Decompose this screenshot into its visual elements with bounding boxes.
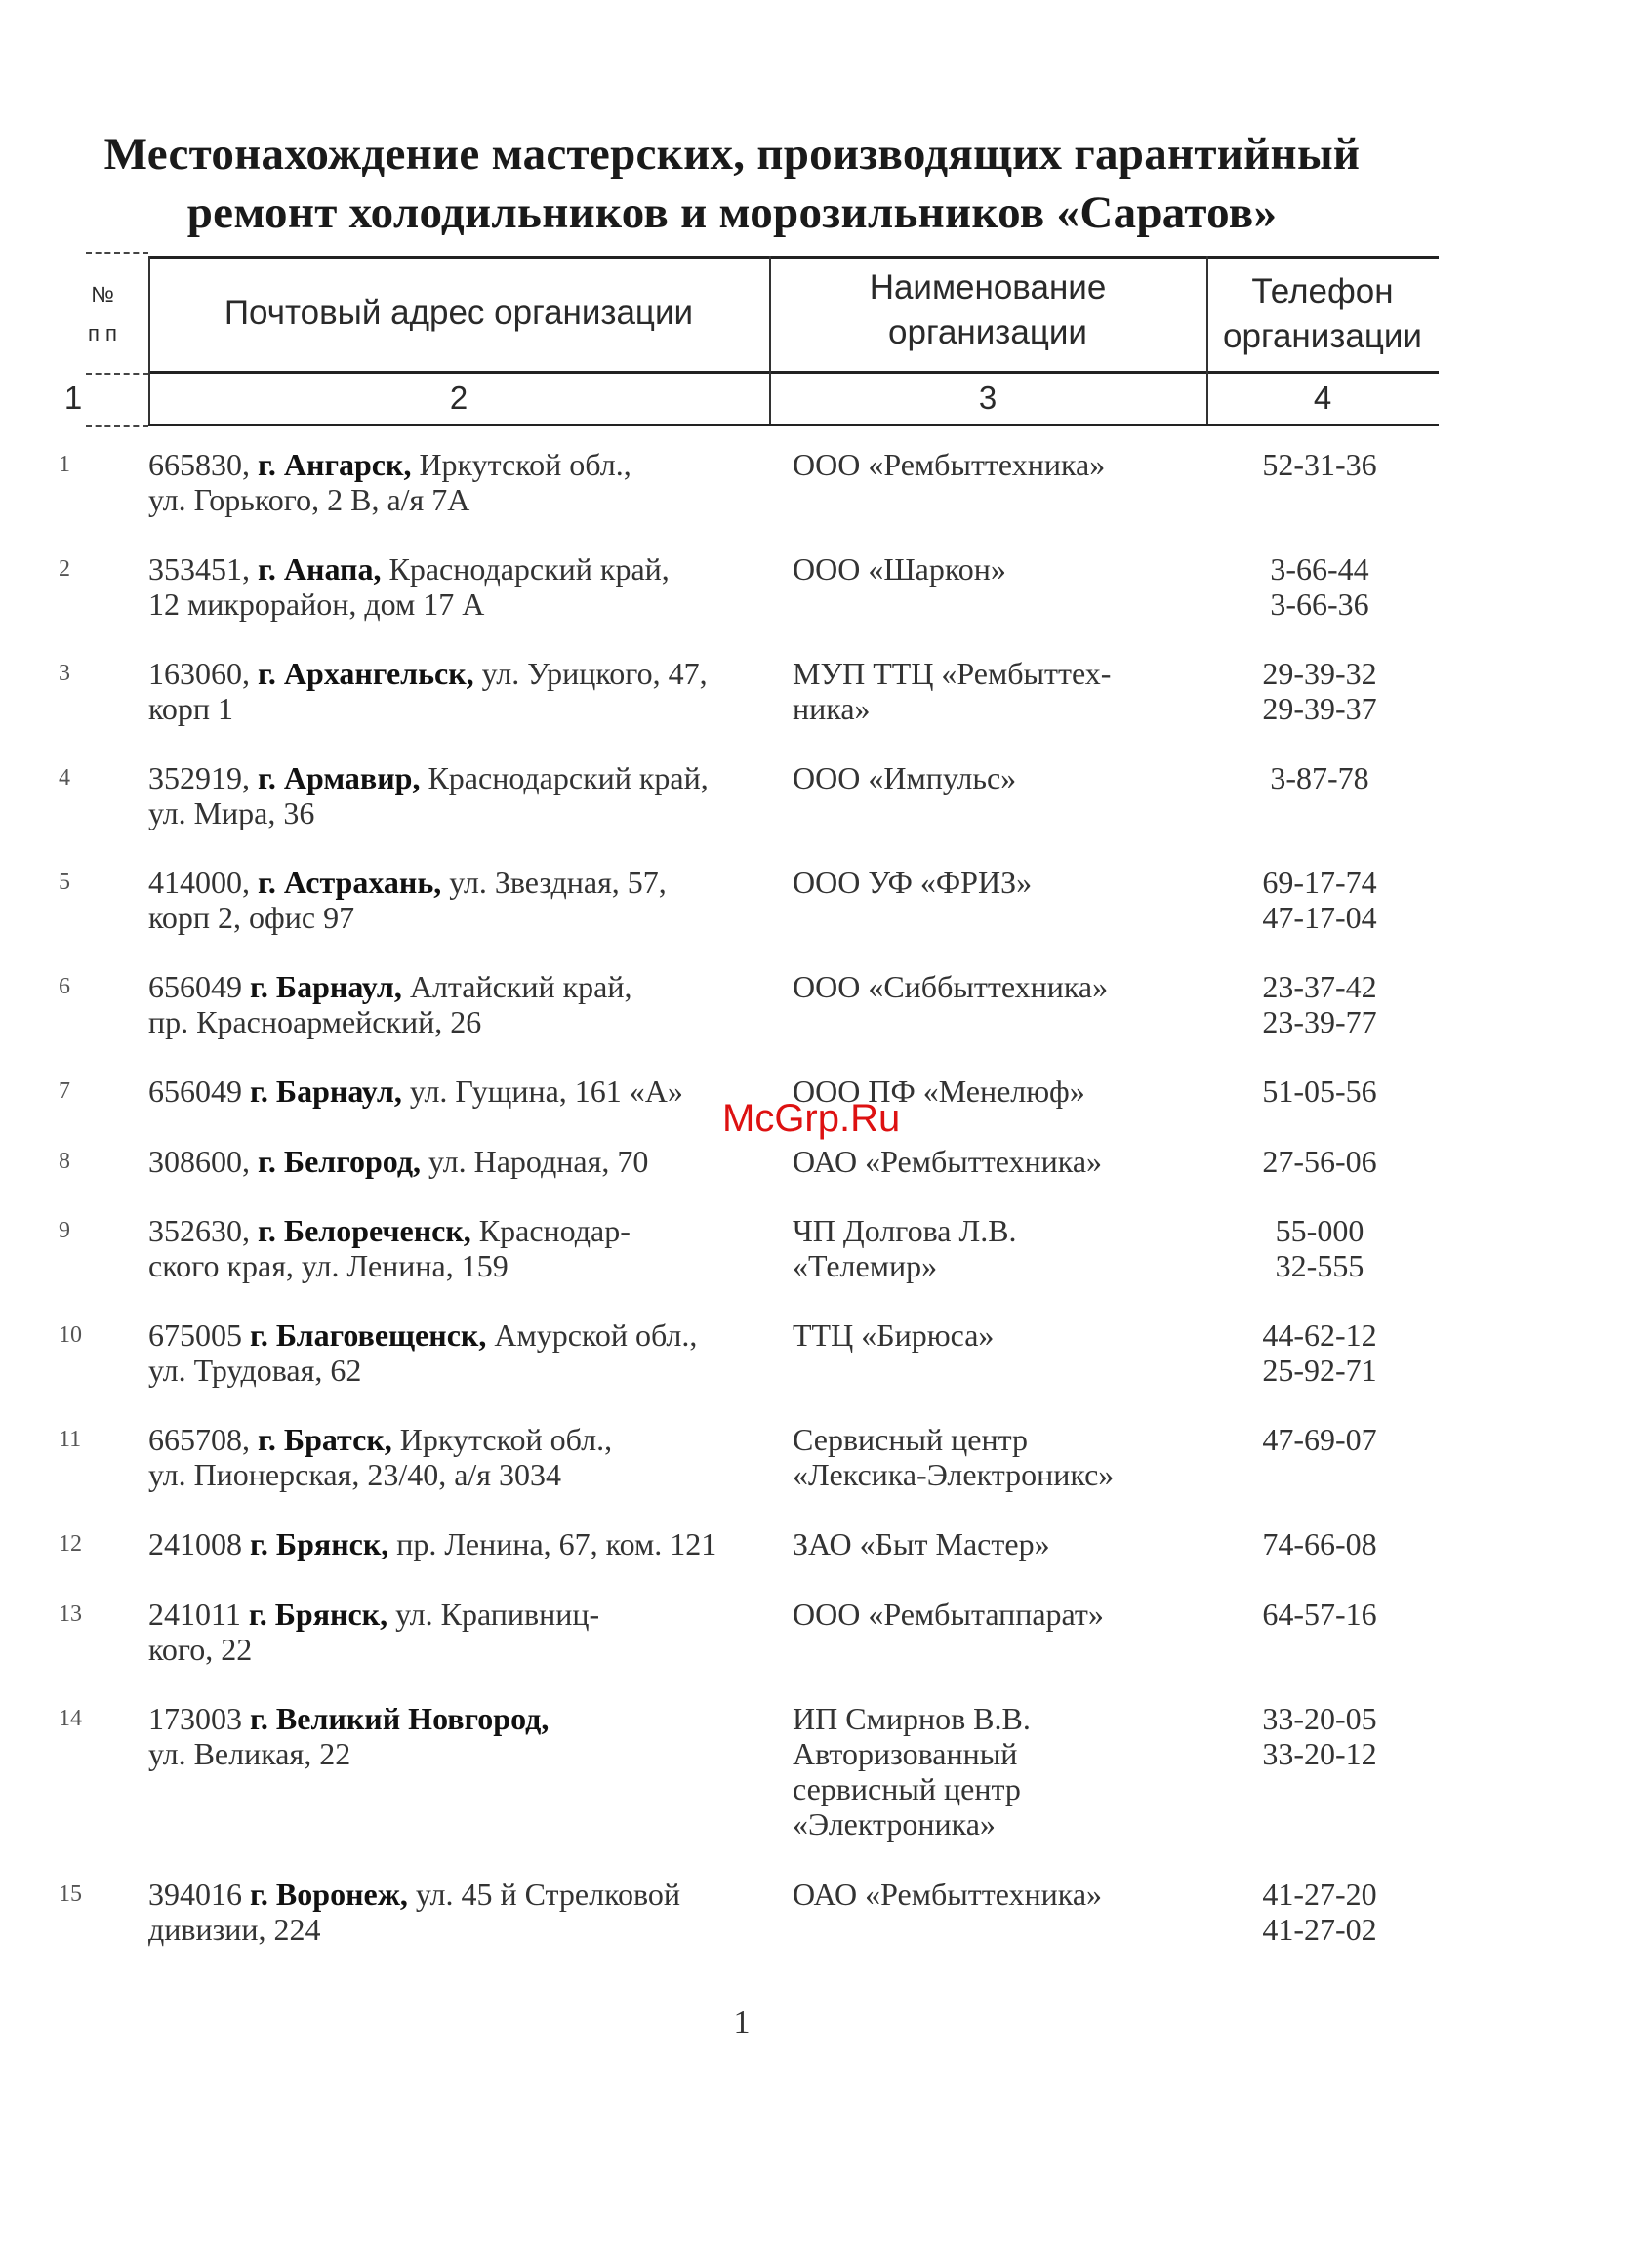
address-line-2: кого, 22 [148,1632,253,1667]
header-bottom-rule [148,424,1439,426]
row-number: 3 [59,661,70,686]
address-line-1-rest: Иркутской обл., [411,447,631,482]
row-organization [793,1526,1183,1561]
address-line-1-rest: Амурской обл., [486,1317,698,1353]
phone-2: 32-555 [1275,1248,1364,1283]
row-number: 7 [59,1078,70,1104]
phone-1: 3-87-78 [1270,760,1369,795]
phone-1: 3-66-44 [1270,551,1369,587]
org-line-2: «Телемир» [793,1248,938,1283]
org-line-2: «Лексика-Электроникс» [793,1457,1115,1492]
phone-1: 29-39-32 [1262,656,1377,691]
address-line-2: пр. Красноармейский, 26 [148,1004,482,1039]
phone-1: 23-37-42 [1262,969,1377,1004]
postal-code: 352630, [148,1213,258,1248]
postal-code: 173003 [148,1701,250,1736]
address-line-2: дивизии, 224 [148,1912,321,1947]
address-line-2: ул. Мира, 36 [148,795,315,830]
row-address [148,1701,773,1771]
row-organization [793,1213,1183,1283]
postal-code: 665830, [148,447,258,482]
address-line-2: ского края, ул. Ленина, 159 [148,1248,509,1283]
row-phone [1202,1877,1437,1947]
row-phone [1202,1144,1437,1179]
row-number: 8 [59,1149,70,1174]
row-address [148,447,773,517]
phone-2: 23-39-77 [1262,1004,1377,1039]
postal-code: 163060, [148,656,258,691]
phone-1: 44-62-12 [1262,1317,1377,1353]
org-line-1: ООО «Сиббыттехника» [793,969,1109,1004]
header-mid-dash [86,373,148,375]
city-name: г. Ангарск, [258,447,412,482]
page-number: 1 [733,2005,751,2041]
city-name: г. Белореченск, [258,1213,471,1248]
phone-1: 64-57-16 [1262,1597,1377,1632]
row-phone [1202,551,1437,622]
phone-2: 3-66-36 [1270,587,1369,622]
row-number: 14 [59,1706,82,1731]
row-number: 5 [59,870,70,895]
header-num-line-1: № [91,282,114,306]
postal-code: 656049 [148,1073,250,1109]
address-line-2: 12 микрорайон, дом 17 А [148,587,485,622]
address-line-2: ул. Великая, 22 [148,1736,351,1771]
postal-code: 394016 [148,1877,250,1912]
city-name: г. Барнаул, [250,1073,402,1109]
row-organization [793,1317,1183,1353]
address-line-2: ул. Пионерская, 23/40, а/я 3034 [148,1457,562,1492]
row-number: 15 [59,1882,82,1907]
address-line-1-rest: ул. Урицкого, 47, [473,656,708,691]
page-title [98,125,1366,242]
header-phone-line-2: организации [1223,317,1422,355]
org-line-1: ОАО «Рембыттехника» [793,1144,1103,1179]
column-number-3: 3 [978,380,998,416]
org-line-1: ООО «Рембытаппарат» [793,1597,1104,1632]
header-top-rule [148,256,1439,259]
row-address [148,1877,773,1947]
header-org-line-2: организации [888,313,1087,351]
city-name: г. Астрахань, [258,865,442,900]
row-phone [1202,447,1437,482]
address-line-1-rest: ул. 45 й Стрелковой [407,1877,680,1912]
city-name: г. Благовещенск, [250,1317,487,1353]
row-organization [793,447,1183,482]
address-line-1-rest: Краснодар- [470,1213,631,1248]
phone-1: 52-31-36 [1262,447,1377,482]
phone-1: 55-000 [1275,1213,1364,1248]
row-phone [1202,969,1437,1039]
row-phone [1202,1213,1437,1283]
row-phone [1202,1526,1437,1561]
postal-code: 414000, [148,865,258,900]
postal-code: 675005 [148,1317,250,1353]
row-organization [793,1422,1183,1492]
phone-1: 33-20-05 [1262,1701,1377,1736]
city-name: г. Брянск, [248,1597,388,1632]
address-line-2: ул. Трудовая, 62 [148,1353,362,1388]
row-phone [1202,1073,1437,1109]
postal-code: 241008 [148,1526,250,1561]
org-line-1: ООО «Импульс» [793,760,1017,795]
row-phone [1202,1597,1437,1632]
phone-1: 41-27-20 [1262,1877,1377,1912]
phone-1: 47-69-07 [1262,1422,1377,1457]
row-number: 1 [59,452,70,477]
header-top-dash [86,252,148,254]
row-number: 6 [59,974,70,999]
row-number: 9 [59,1218,70,1243]
city-name: г. Барнаул, [250,969,402,1004]
address-line-1-rest: Краснодарский край, [420,760,709,795]
row-phone [1202,656,1437,726]
header-num-line-2: п п [88,321,117,345]
postal-code: 353451, [148,551,258,587]
row-address [148,1526,773,1561]
postal-code: 241011 [148,1597,249,1632]
row-phone [1202,1317,1437,1388]
row-number: 4 [59,765,70,790]
org-line-3: сервисный центр [793,1771,1021,1806]
postal-code: 656049 [148,969,250,1004]
org-line-2: ника» [793,691,871,726]
header-address [148,291,769,336]
city-name: г. Брянск, [250,1526,389,1561]
watermark: McGrp.Ru [722,1097,901,1140]
address-line-1-rest: Алтайский край, [401,969,632,1004]
org-line-1: ООО «Рембыттехника» [793,447,1106,482]
row-organization [793,760,1183,795]
row-address [148,1144,773,1179]
page-title-line-2: ремонт холодильников и морозильников «Саратов» [186,187,1278,238]
org-line-1: ЗАО «Быт Мастер» [793,1526,1050,1561]
phone-2: 47-17-04 [1262,900,1377,935]
phone-1: 27-56-06 [1262,1144,1377,1179]
org-line-1: ТТЦ «Бирюса» [793,1317,995,1353]
org-line-1: ООО ПФ «Менелюф» [793,1073,1085,1109]
row-address [148,760,773,830]
org-line-1: МУП ТТЦ «Рембыттех- [793,656,1112,691]
org-line-4: «Электроника» [793,1806,996,1842]
city-name: г. Армавир, [258,760,421,795]
city-name: г. Воронеж, [250,1877,408,1912]
column-number-4: 4 [1313,380,1332,416]
row-address [148,1317,773,1388]
row-address [148,1422,773,1492]
org-line-1: ОАО «Рембыттехника» [793,1877,1103,1912]
phone-1: 74-66-08 [1262,1526,1377,1561]
header-phone-line-1: Телефон [1251,272,1394,310]
address-line-1-rest: ул. Народная, 70 [421,1144,649,1179]
header-phone [1206,269,1439,359]
row-organization [793,551,1183,587]
phone-1: 69-17-74 [1262,865,1377,900]
address-line-1-rest: пр. Ленина, 67, ком. 121 [388,1526,717,1561]
row-address [148,1597,773,1667]
postal-code: 352919, [148,760,258,795]
city-name: г. Великий Новгород, [250,1701,550,1736]
city-name: г. Белгород, [258,1144,422,1179]
address-line-2: корп 2, офис 97 [148,900,355,935]
org-line-2: Авторизованный [793,1736,1018,1771]
row-address [148,1073,773,1109]
address-line-2: корп 1 [148,691,234,726]
row-address [148,865,773,935]
row-phone [1202,1701,1437,1771]
row-address [148,551,773,622]
row-address [148,1213,773,1283]
header-mid-rule [148,371,1439,374]
org-line-1: Сервисный центр [793,1422,1028,1457]
city-name: г. Братск, [258,1422,392,1457]
phone-2: 41-27-02 [1262,1912,1377,1947]
row-address [148,656,773,726]
column-number-2: 2 [449,380,468,416]
header-num [59,275,146,353]
row-phone [1202,1422,1437,1457]
header-address-label: Почтовый адрес организации [224,294,694,332]
phone-2: 29-39-37 [1262,691,1377,726]
org-line-1: ЧП Долгова Л.В. [793,1213,1017,1248]
row-organization [793,865,1183,900]
row-number: 2 [59,556,70,582]
postal-code: 665708, [148,1422,258,1457]
postal-code: 308600, [148,1144,258,1179]
header-org [769,265,1206,355]
address-line-1-rest: ул. Крапивниц- [387,1597,600,1632]
row-number: 13 [59,1601,82,1627]
row-organization [793,656,1183,726]
row-organization [793,1144,1183,1179]
header-org-line-1: Наименование [869,268,1107,306]
row-phone [1202,760,1437,795]
row-organization [793,969,1183,1004]
page-title-line-1: Местонахождение мастерских, производящих гарантийный [103,129,1361,180]
address-line-1-rest: ул. Звездная, 57, [441,865,667,900]
phone-2: 25-92-71 [1262,1353,1377,1388]
row-number: 10 [59,1322,82,1348]
row-address [148,969,773,1039]
column-number-1: 1 [63,380,83,416]
row-organization [793,1597,1183,1632]
phone-1: 51-05-56 [1262,1073,1377,1109]
address-line-1-rest: Иркутской обл., [391,1422,613,1457]
phone-2: 33-20-12 [1262,1736,1377,1771]
header-bottom-dash [86,425,148,427]
row-phone [1202,865,1437,935]
city-name: г. Анапа, [258,551,382,587]
row-number: 12 [59,1531,82,1557]
address-line-1-rest: Краснодарский край, [381,551,670,587]
row-organization [793,1701,1183,1842]
org-line-1: ООО УФ «ФРИЗ» [793,865,1033,900]
row-number: 11 [59,1427,82,1452]
row-organization [793,1877,1183,1912]
org-line-1: ИП Смирнов В.В. [793,1701,1031,1736]
address-line-2: ул. Горького, 2 В, а/я 7А [148,482,470,517]
org-line-1: ООО «Шаркон» [793,551,1006,587]
city-name: г. Архангельск, [258,656,474,691]
address-line-1-rest: ул. Гущина, 161 «А» [401,1073,683,1109]
